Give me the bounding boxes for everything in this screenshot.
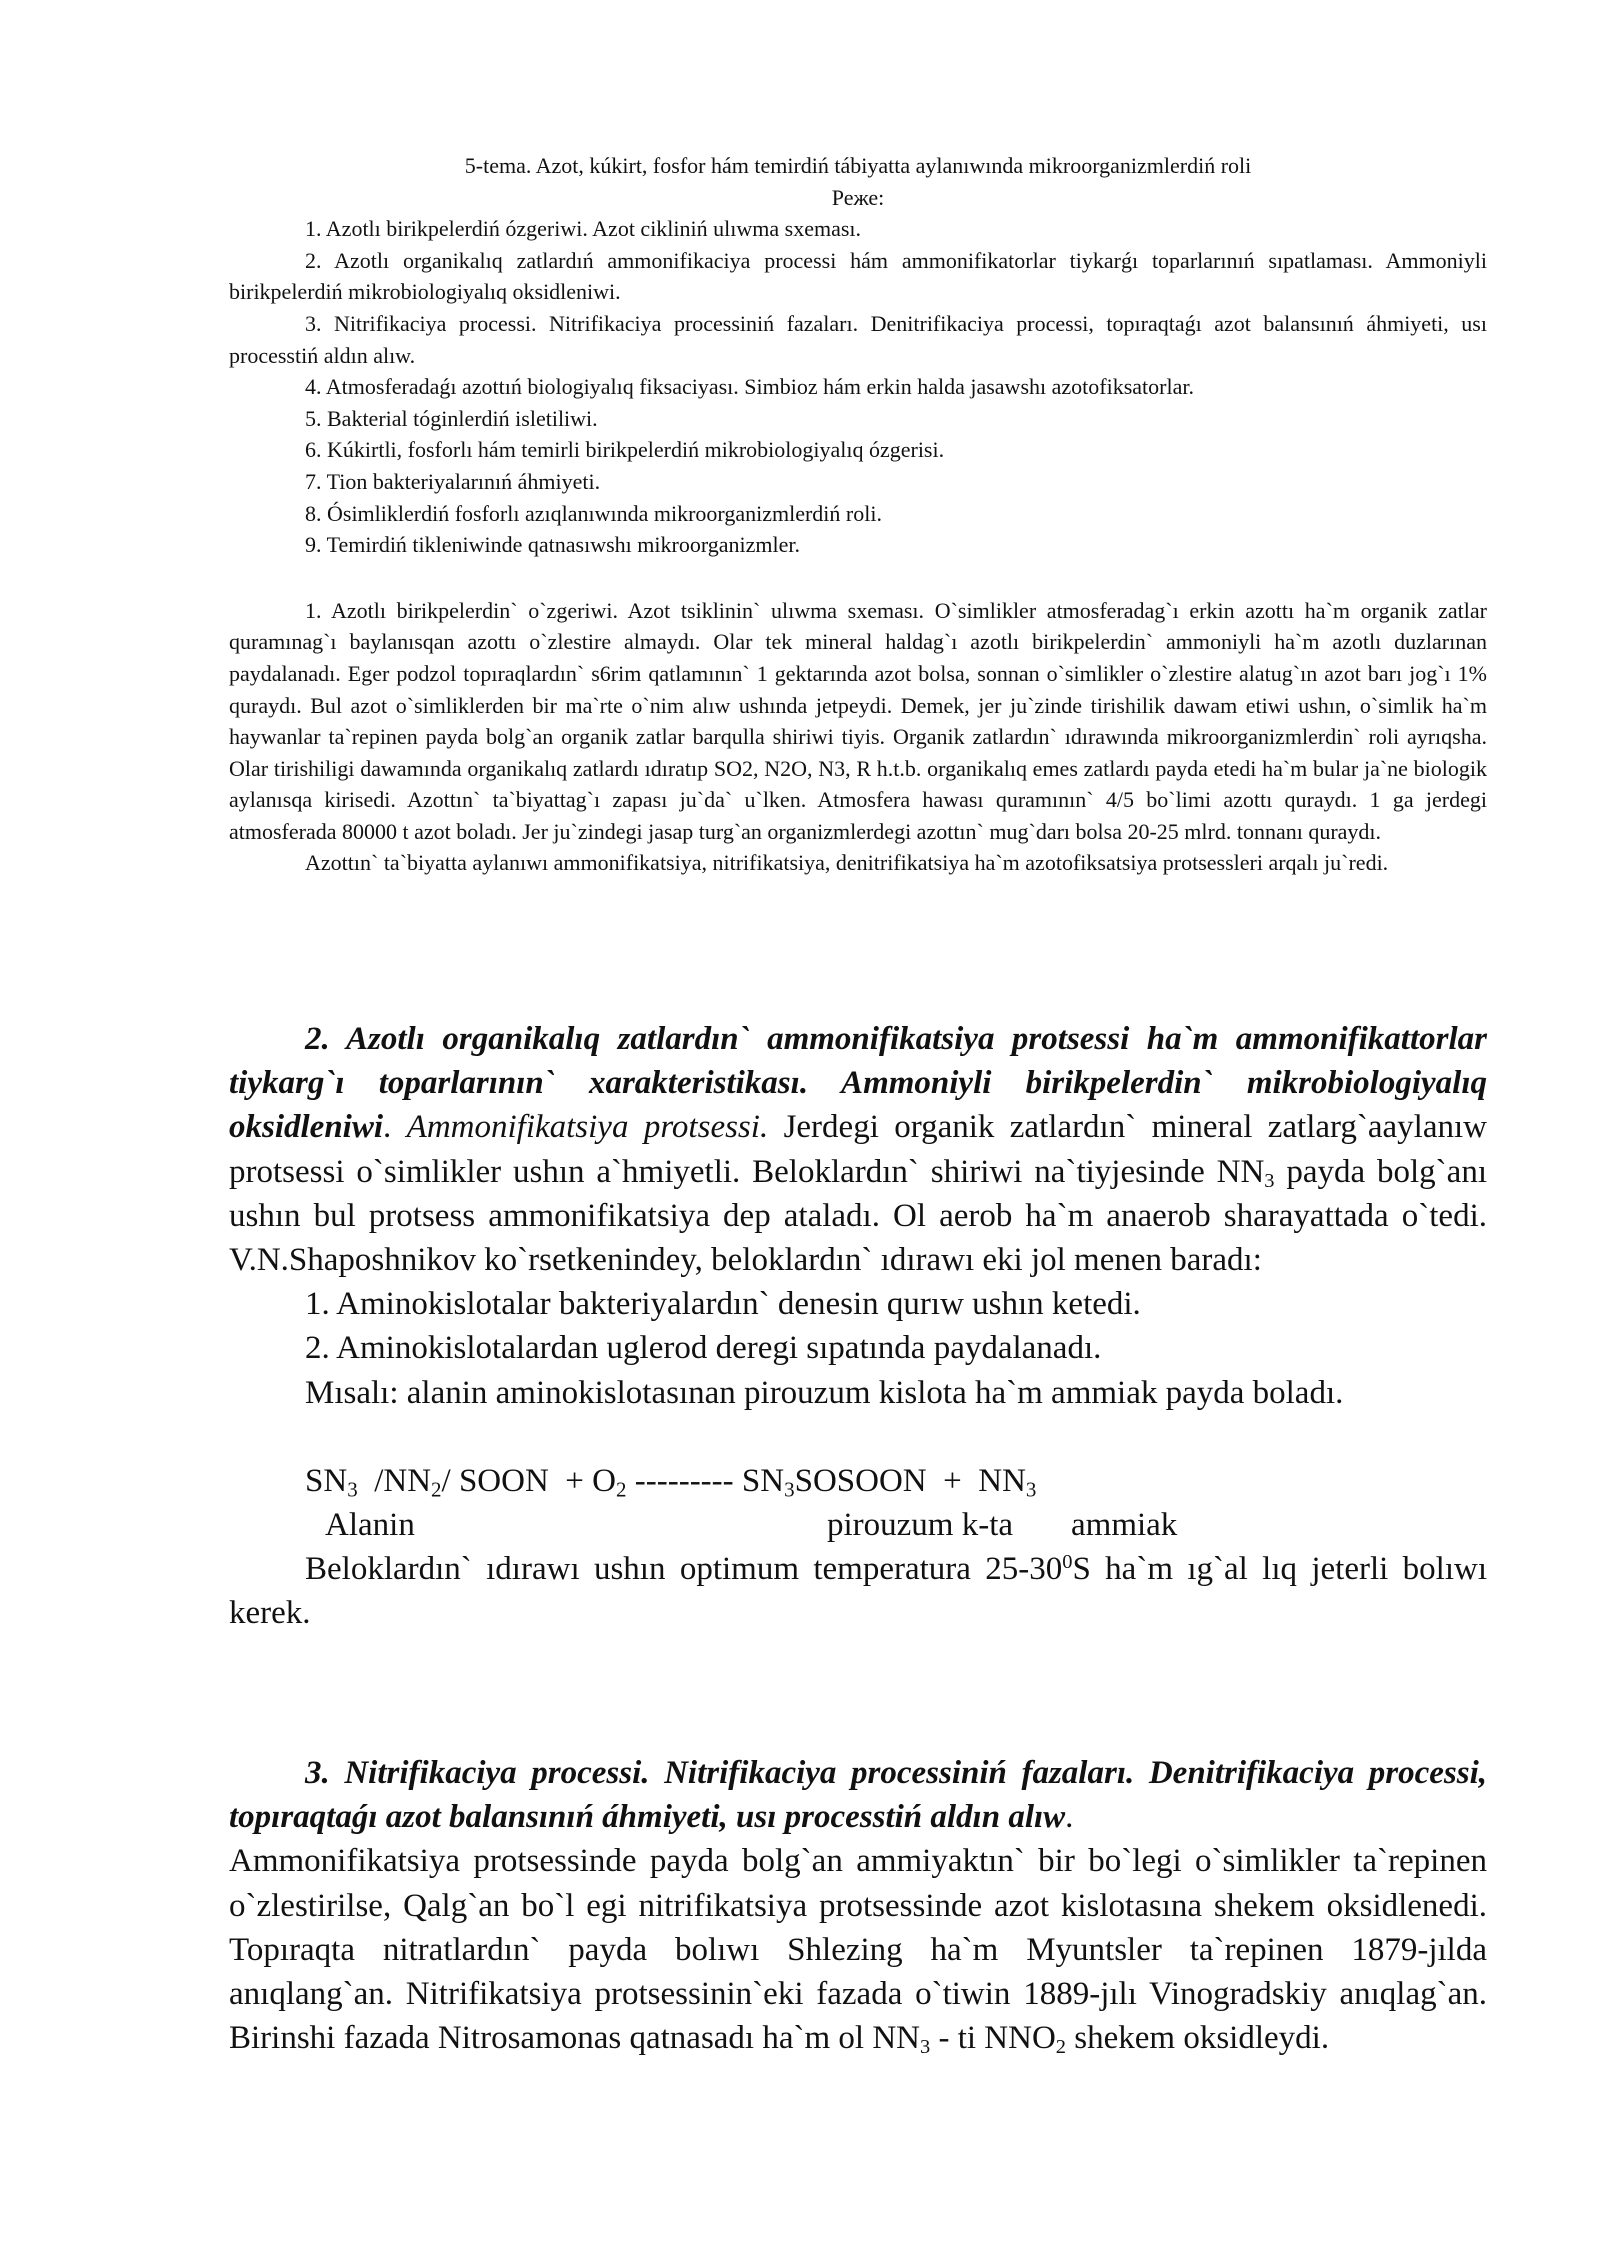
section-3-heading: 3. Nitrifikaciya processi. Nitrifikaciya processiniń fazaları. Denitrifikaciya processi, topıraqtaǵı azot balansınıń áhmiyeti, usı processtiń aldın alıw [229,1755,1487,1836]
nitrification-heading [229,1751,1487,1839]
ammonification-text: Jerdegi organik zatlardın` mineral zatlarg`aaylanıw protsessi o`simlikler ushın a`hmiyetli. Beloklardın` shiriwi na`tiyjesinde NN [229,1109,1487,1190]
heading-dot: . [1065,1799,1074,1836]
optimum-text-b: S ha`m ıg`al lıq jeterli bolıwı kerek. [229,1551,1487,1632]
nitrification-text-end: shekem oksidleydi. [1066,2020,1330,2057]
topic-title: 5-tema. Azot, kúkirt, fosfor hám temirdiń tábiyatta aylanıwında mikroorganizmlerdiń roli [464,153,1252,178]
formula-subscript: 2 [616,1477,627,1502]
list-item: 1. Aminokislotalar bakteriyalardın` denesin qurıw ushın ketedi. [305,1286,1141,1323]
formula-part: SN [305,1462,348,1499]
section-2 [229,1017,1487,1635]
plan-item: 3. Nitrifikaciya processi. Nitrifikaciya processiniń fazaları. Denitrifikaciya processi, topıraqtaǵı azot balansınıń áhmiyeti, usı processtiń aldın alıw. [229,310,1487,368]
paragraph-nitrogen-cycle: 1. Azotlı birikpelerdin` o`zgeriwi. Azot tsiklinin` ulıwma sxeması. O`simlikler atmosferadag`ı erkin azottı ha`m organik zatlar quramınag`ı baylanısqan azottı o`zlestire almaydı. Olar tek mineral haldag`ı azotlı birikpelerdin` ammoniyli ha`m azotlı duzlarınan paydalanadı. Eger podzol topıraqlardın` s6rim qatlamının` 1 gektarında azot bolsa, sonnan o`simlikler o`zlestire alatug`ın azot barı jog`ı 1% quraydı. Bul azot o`simliklerden bir ma`rte o`nim alıw ushında jetpeydi. Demek, jer ju`zinde tirishilik dawam etiwi ushın, o`simlik ha`m haywanlar ta`repinen payda bolg`an organik zatlar barqulla shiriwi tiyis. Organik zatlardın` ıdırawında mikroorganizmlerdin` roli ayrıqsha. Olar tirishiligi dawamında organikalıq zatlardı ıdıratıp SO2, N2O, N3, R h.t.b. organikalıq emes zatlardı payda etedi ha`m bular ja`ne biologik aylanısqa kirisedi. Azottın` ta`biyattag`ı zapası ju`da` u`lken. Atmosfera hawası quramının` 4/5 bo`limi azottı quraydı. 1 ga jerdegi atmosferada 80000 t azot boladı. Jer ju`zindegi jasap turg`an organizmlerdegi azottın` mug`darı bolsa 20-25 mlrd. tonnanı quraydı. [229,597,1487,844]
label-alanin: Alanin [325,1507,415,1544]
plan-item: 4. Atmosferadaǵı azottıń biologiyalıq fiksaciyası. Simbioz hám erkin halda jasawshı azotofiksatorlar. [305,374,1194,400]
example-text: Mısalı: alanin aminokislotasınan pirouzum kislota ha`m ammiak payda boladı. [305,1374,1344,1411]
ammonification-subheading: Ammonifikatsiya protsessi. [406,1109,769,1146]
spacer [229,1415,1487,1459]
paragraph-nitrogen-processes: Azottın` ta`biyatta aylanıwı ammonifikatsiya, nitrifikatsiya, denitrifikatsiya ha`m azotofiksatsiya protsessleri arqalı ju`redi. [305,850,1389,876]
plan-item: 8. Ósimliklerdiń fosforlı azıqlanıwında mikroorganizmlerdiń roli. [305,500,882,526]
formula-part: /NN [357,1462,432,1499]
nitrification-text-cont: - ti NNO [930,2020,1056,2057]
list-item: 2. Aminokislotalardan uglerod deregi sıpatında paydalanadı. [305,1330,1102,1367]
heading-dot: . [383,1109,407,1146]
plan-item: 1. Azotlı birikpelerdiń ózgeriwi. Azot cikliniń ulıwma sxeması. [305,216,862,242]
subscript: 2 [1055,2036,1067,2059]
plan-item: 5. Bakterial tóginlerdiń isletiliwi. [305,405,598,431]
spacer [229,561,1487,595]
section-3 [229,1751,1487,2060]
label-ammiak: ammiak [1071,1507,1178,1544]
optimum-text [229,1547,1487,1635]
plan-item: 2. Azotlı organikalıq zatlardıń ammonifikaciya processi hám ammonifikatorlar tiykarǵı toparlarınıń sıpatlaması. Ammoniyli birikpelerdiń mikrobiologiyalıq oksidleniwi. [229,247,1487,305]
formula-labels [229,1503,1487,1547]
ammonification-paragraph [229,1017,1487,1282]
ammonification-text-cont: payda bolg`anı ushın bul protsess ammonifikatsiya dep ataladı. Ol aerob ha`m anaerob sharayattada o`tedi. V.N.Shaposhnikov ko`rsetkenindey, beloklardın` ıdırawı eki jol menen baradı: [229,1153,1487,1279]
plan-label: Реже: [831,184,885,210]
plan-item: 9. Temirdiń tikleniwinde qatnasıwshı mikroorganizmler. [305,532,801,558]
section-1 [229,150,1487,879]
formula-part: SOSOON + NN [794,1462,1026,1499]
formula-part: --------- SN [626,1462,785,1499]
formula-part: / SOON + O [441,1462,616,1499]
optimum-text-a: Beloklardın` ıdırawı ushın optimum temperatura 25-30 [305,1551,1063,1588]
formula-subscript: 3 [784,1477,795,1502]
reaction-formula [229,1459,1487,1503]
subscript: 3 [920,2036,931,2059]
plan-item: 6. Kúkirtli, fosforlı hám temirli birikpelerdiń mikrobiologiyalıq ózgerisi. [305,437,945,463]
subscript: 3 [1264,1169,1275,1192]
formula-subscript: 3 [1025,1477,1037,1502]
formula-subscript: 2 [431,1477,442,1502]
degree-superscript: 0 [1062,1550,1073,1573]
section-2-heading: 2. Azotlı organikalıq zatlardın` ammonifikatsiya protsessi ha`m ammonifikattorlar tiykarg`ı toparlarının` xarakteristikası. Ammoniyli birikpelerdin` mikrobiologiyalıq oksidleniwi [229,1021,1487,1146]
formula-subscript: 3 [347,1477,358,1502]
nitrification-text: Ammonifikatsiya protsessinde payda bolg`an ammiyaktın` bir bo`legi o`simlikler ta`repinen o`zlestirilse, Qalg`an bo`l egi nitrifikatsiya protsessinde azot kislotasına shekem oksidlenedi. Topıraqta nitratlardın` payda bolıwı Shlezing ha`m Myuntsler ta`repinen 1879-jılda anıqlang`an. Nitrifikatsiya protsessinin`eki fazada o`tiwin 1889-jılı Vinogradskiy anıqlag`an. Birinshi fazada Nitrosamonas qatnasadı ha`m ol NN [229,1843,1487,2057]
label-pirouzum: pirouzum k-ta [827,1507,1014,1544]
plan-item: 7. Tion bakteriyalarınıń áhmiyeti. [305,468,601,494]
nitrification-paragraph [229,1839,1487,2060]
